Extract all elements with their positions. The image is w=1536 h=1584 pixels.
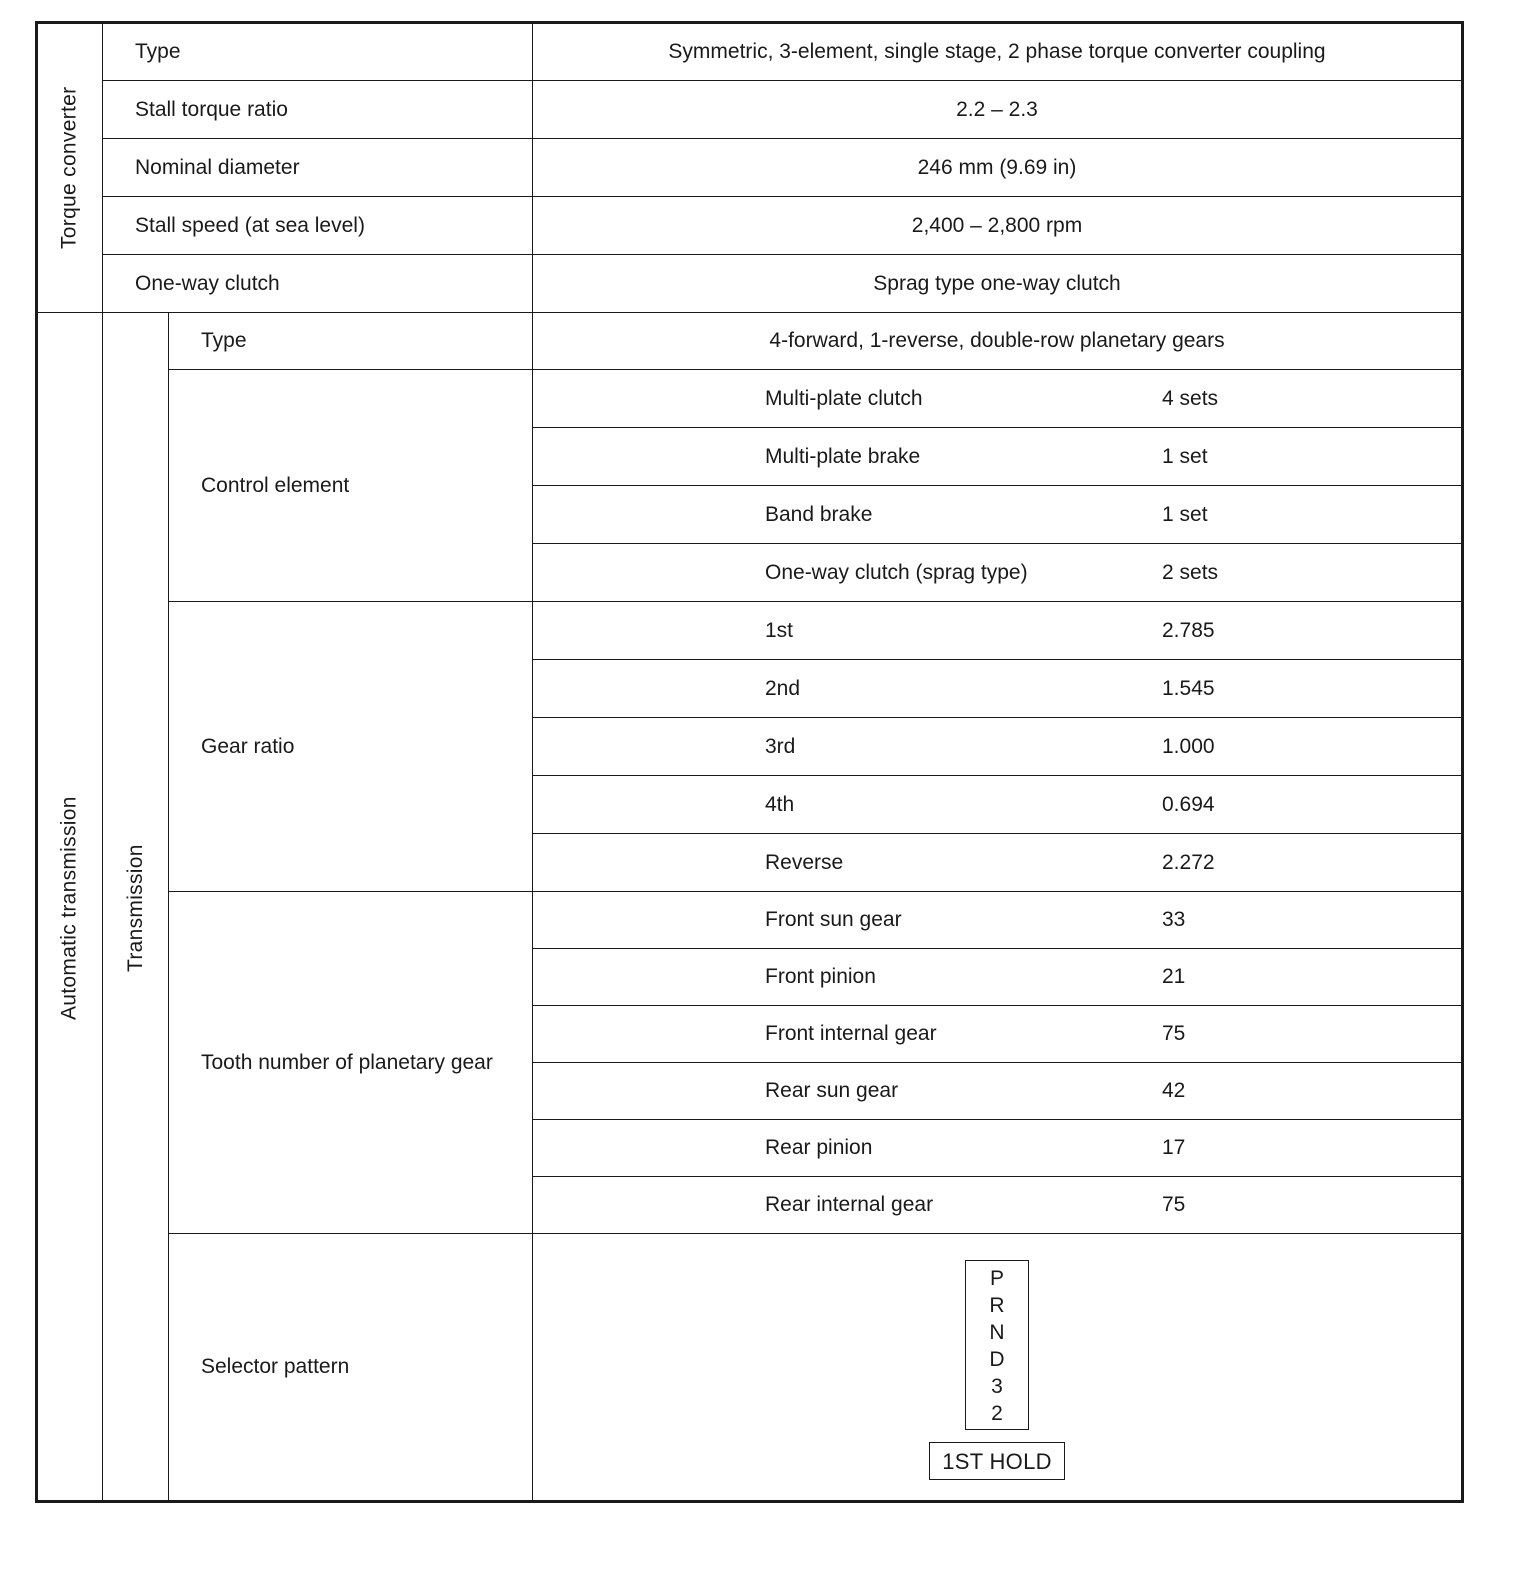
shift-position: N: [989, 1321, 1005, 1344]
tooth-number-row: [37, 892, 1463, 949]
tooth-count: 17: [1162, 1136, 1186, 1159]
planetary-gear-name: Front internal gear: [765, 1022, 937, 1045]
shift-gate: [965, 1260, 1029, 1430]
shift-position: 2: [991, 1402, 1003, 1425]
tc-oneway-label: One-way clutch: [103, 255, 533, 313]
selector-pattern-label: Selector pattern: [169, 1234, 533, 1502]
tc-diameter-label: Nominal diameter: [103, 139, 533, 197]
tc-type-label: Type: [103, 23, 533, 81]
tooth-count: 75: [1162, 1193, 1186, 1216]
tc-diameter-value: 246 mm (9.69 in): [533, 139, 1463, 197]
control-item-value: 1 set: [1162, 502, 1208, 526]
tooth-count: 75: [1162, 1022, 1186, 1045]
gear-ratio-value: 1.000: [1162, 734, 1215, 758]
control-element-label: Control element: [169, 370, 533, 602]
planetary-gear-name: Rear internal gear: [765, 1193, 934, 1216]
gear-ratio-row: [37, 602, 1463, 660]
gear-ratio-value: 2.272: [1162, 850, 1215, 874]
control-item-name: Band brake: [765, 502, 873, 526]
selector-pattern-diagram: [533, 1234, 1463, 1502]
control-item-value: 4 sets: [1162, 386, 1219, 410]
gear-ratio-value: 0.694: [1162, 792, 1215, 816]
shift-position: 3: [991, 1375, 1003, 1398]
shift-position: P: [989, 1267, 1004, 1290]
at-type-value: 4-forward, 1-reverse, double-row planetary gears: [533, 313, 1463, 370]
tc-row-type: [37, 23, 1463, 81]
first-hold-box: 1ST HOLD: [929, 1442, 1065, 1480]
tc-row-oneway: [37, 255, 1463, 313]
tc-row-stall-torque: [37, 81, 1463, 139]
at-type-label: Type: [169, 313, 533, 370]
control-item-name: Multi-plate brake: [765, 444, 921, 468]
tooth-count: 21: [1162, 965, 1186, 988]
gear-ratio-label: Gear ratio: [169, 602, 533, 892]
at-row-type: [37, 313, 1463, 370]
gear-name: 3rd: [765, 734, 796, 758]
gear-name: 4th: [765, 792, 795, 816]
control-item-name: Multi-plate clutch: [765, 386, 923, 410]
shift-position: D: [989, 1348, 1005, 1371]
shift-position: R: [989, 1294, 1005, 1317]
tc-oneway-value: Sprag type one-way clutch: [533, 255, 1463, 313]
tooth-number-label: Tooth number of planetary gear: [169, 892, 533, 1234]
control-element-row: [37, 370, 1463, 428]
tc-stall-torque-label: Stall torque ratio: [103, 81, 533, 139]
tc-row-stall-speed: [37, 197, 1463, 255]
tc-stall-torque-value: 2.2 – 2.3: [533, 81, 1463, 139]
gear-ratio-value: 2.785: [1162, 618, 1215, 642]
tooth-count: 42: [1162, 1079, 1186, 1102]
tc-stall-speed-label: Stall speed (at sea level): [103, 197, 533, 255]
gear-name: 1st: [765, 618, 794, 642]
tc-type-value: Symmetric, 3-element, single stage, 2 phase torque converter coupling: [533, 23, 1463, 81]
control-item-value: 2 sets: [1162, 560, 1219, 584]
selector-pattern-row: [37, 1234, 1463, 1502]
automatic-transmission-section-label: Automatic transmission: [37, 313, 103, 1502]
tc-row-diameter: [37, 139, 1463, 197]
control-item-value: 1 set: [1162, 444, 1208, 468]
planetary-gear-name: Rear pinion: [765, 1136, 873, 1159]
planetary-gear-name: Front sun gear: [765, 908, 902, 931]
gear-ratio-value: 1.545: [1162, 676, 1215, 700]
planetary-gear-name: Front pinion: [765, 965, 876, 988]
transmission-sub-label: Transmission: [103, 313, 169, 1502]
gear-name: 2nd: [765, 676, 801, 700]
specification-table: [35, 21, 1464, 1503]
planetary-gear-name: Rear sun gear: [765, 1079, 899, 1102]
gear-name: Reverse: [765, 850, 844, 874]
tc-stall-speed-value: 2,400 – 2,800 rpm: [533, 197, 1463, 255]
torque-converter-section-label: Torque converter: [37, 23, 103, 313]
control-item-name: One-way clutch (sprag type): [765, 560, 1028, 584]
tooth-count: 33: [1162, 908, 1186, 931]
